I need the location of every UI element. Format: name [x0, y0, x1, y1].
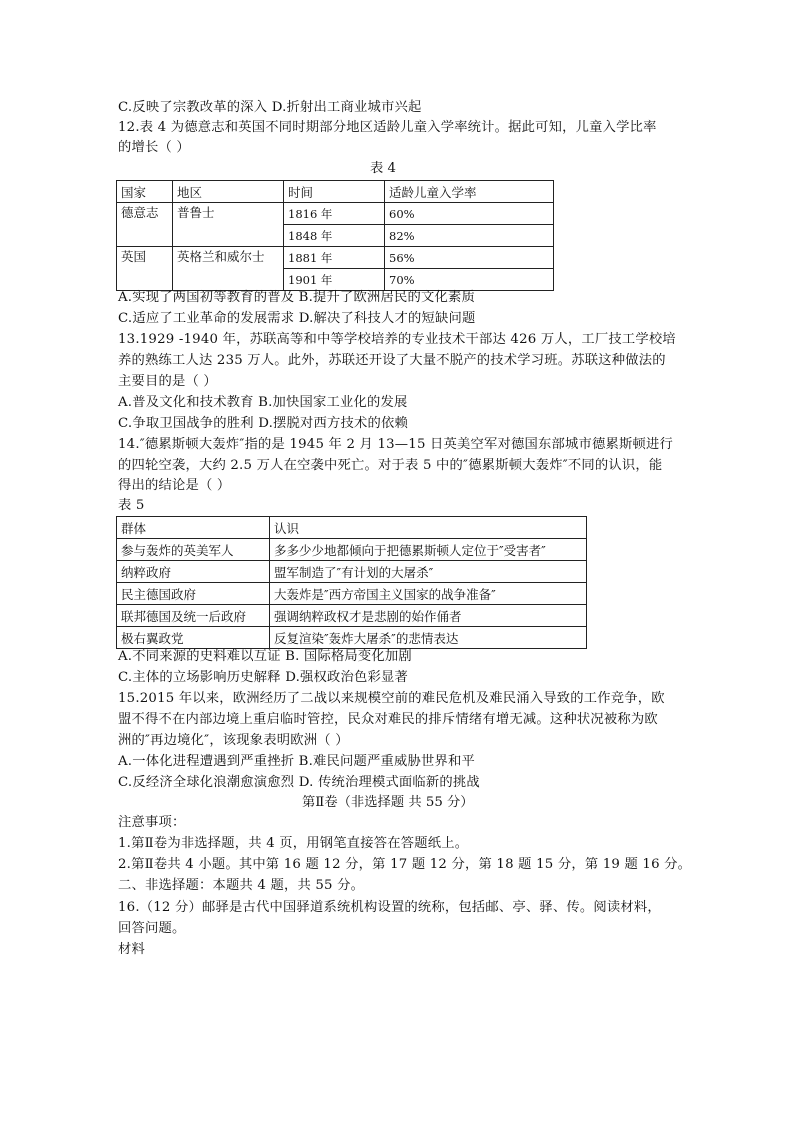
question-16-text-line1: 16.（12 分）邮驿是古代中国驿道系统机构设置的统称，包括邮、亭、驿、传。阅读材料， [118, 900, 661, 915]
table-cell-view: 多多少少地都倾向于把德累斯顿人定位于″受害者″ [270, 539, 587, 561]
section-heading: 二、非选择题：本题共 4 题，共 55 分。 [118, 878, 365, 893]
table-row [117, 203, 554, 225]
option-line-15ab: A.一体化进程遭遇到严重挫折 B.难民问题严重威胁世界和平 [118, 754, 475, 769]
table-cell-rate: 82% [385, 225, 554, 247]
question-16-text-line2: 回答问题。 [118, 921, 186, 936]
table-row [117, 627, 587, 649]
table-cell-year: 1848 年 [284, 225, 385, 247]
question-14-text-line1: 14.″德累斯顿大轰炸″指的是 1945 年 2 月 13—15 日英美空军对德国东部城市德累斯顿进行 [118, 437, 673, 452]
table-cell-group: 纳粹政府 [117, 561, 270, 583]
notes-heading: 注意事项： [118, 815, 186, 830]
section-title: 第Ⅱ卷（非选择题 共 55 分） [302, 795, 474, 810]
question-14-text-line3: 得出的结论是（ ） [118, 478, 231, 493]
notes-item-2: 2.第Ⅱ卷共 4 小题。其中第 16 题 12 分，第 17 题 12 分，第 18 题 15 分，第 19 题 16 分。 [118, 857, 692, 872]
table4-caption: 表 4 [370, 161, 396, 176]
question-15-text-line3: 洲的″再边境化″，该现象表明欧洲（ ） [118, 733, 349, 748]
table-row [117, 247, 554, 269]
table-cell-country: 德意志 [117, 203, 173, 247]
table-cell-group: 联邦德国及统一后政府 [117, 605, 270, 627]
table-header-row [117, 517, 587, 539]
table-row [117, 539, 587, 561]
table-cell-region: 英格兰和威尔士 [173, 247, 284, 291]
table-row [117, 561, 587, 583]
table-header-cell: 时间 [284, 181, 385, 203]
question-15-text-line1: 15.2015 年以来，欧洲经历了二战以来规模空前的难民危机及难民涌入导致的工作竞争，欧 [118, 691, 665, 706]
question-15-text-line2: 盟不得不在内部边境上重启临时管控，民众对难民的排斥情绪有增无减。这种状况被称为欧 [118, 712, 658, 727]
table-cell-view: 大轰炸是″西方帝国主义国家的战争准备″ [270, 583, 587, 605]
question-12-text-line2: 的增长（ ） [118, 140, 190, 155]
table-cell-group: 参与轰炸的英美军人 [117, 539, 270, 561]
table-cell-view: 强调纳粹政权才是悲剧的始作俑者 [270, 605, 587, 627]
table-cell-view: 反复渲染″轰炸大屠杀″的悲情表达 [270, 627, 587, 649]
question-13-text-line2: 养的熟练工人达 235 万人。此外，苏联还开设了大量不脱产的技术学习班。苏联这种做法的 [118, 353, 666, 368]
table-header-cell: 认识 [270, 517, 587, 539]
table-cell-region: 普鲁士 [173, 203, 284, 247]
notes-item-1: 1.第Ⅱ卷为非选择题，共 4 页，用钢笔直接答在答题纸上。 [118, 836, 469, 851]
question-14-text-line2: 的四轮空袭，大约 2.5 万人在空袭中死亡。对于表 5 中的″德累斯顿大轰炸″不同的认识，能 [118, 458, 663, 473]
option-line-12ab: A.实现了两国初等教育的普及 B.提升了欧洲居民的文化素质 [118, 290, 475, 305]
table5 [116, 516, 587, 649]
table-row [117, 605, 587, 627]
table5-caption: 表 5 [118, 498, 145, 513]
table-cell-year: 1881 年 [284, 247, 385, 269]
option-line-12cd: C.适应了工业革命的发展需求 D.解决了科技人才的短缺问题 [118, 311, 476, 326]
table-cell-country: 英国 [117, 247, 173, 291]
table-header-row [117, 181, 554, 203]
table-cell-rate: 56% [385, 247, 554, 269]
table-row [117, 583, 587, 605]
table-cell-year: 1816 年 [284, 203, 385, 225]
question-12-text-line1: 12.表 4 为德意志和英国不同时期部分地区适龄儿童入学率统计。据此可知，儿童入学比率 [118, 120, 657, 135]
option-line-13ab: A.普及文化和技术教育 B.加快国家工业化的发展 [118, 395, 408, 410]
option-line-15cd: C.反经济全球化浪潮愈演愈烈 D. 传统治理模式面临新的挑战 [118, 775, 480, 790]
table-cell-group: 极右翼政党 [117, 627, 270, 649]
question-13-text-line1: 13.1929 -1940 年，苏联高等和中等学校培养的专业技术干部达 426 万人，工厂技工学校培 [118, 332, 676, 347]
table-cell-year: 1901 年 [284, 269, 385, 291]
table-header-cell: 适龄儿童入学率 [385, 181, 554, 203]
table-cell-rate: 60% [385, 203, 554, 225]
material-label: 材料 [118, 942, 145, 957]
question-13-text-line3: 主要目的是（ ） [118, 374, 217, 389]
table4 [116, 180, 554, 291]
option-line-11cd: C.反映了宗教改革的深入 D.折射出工商业城市兴起 [118, 100, 422, 115]
table-cell-view: 盟军制造了″有计划的大屠杀″ [270, 561, 587, 583]
table-cell-rate: 70% [385, 269, 554, 291]
table-header-cell: 地区 [173, 181, 284, 203]
table-cell-group: 民主德国政府 [117, 583, 270, 605]
option-line-14ab: A.不同来源的史料难以互证 B. 国际格局变化加剧 [118, 649, 412, 664]
table-header-cell: 群体 [117, 517, 270, 539]
option-line-13cd: C.争取卫国战争的胜利 D.摆脱对西方技术的依赖 [118, 416, 409, 431]
option-line-14cd: C.主体的立场影响历史解释 D.强权政治色彩显著 [118, 670, 409, 685]
table-header-cell: 国家 [117, 181, 173, 203]
